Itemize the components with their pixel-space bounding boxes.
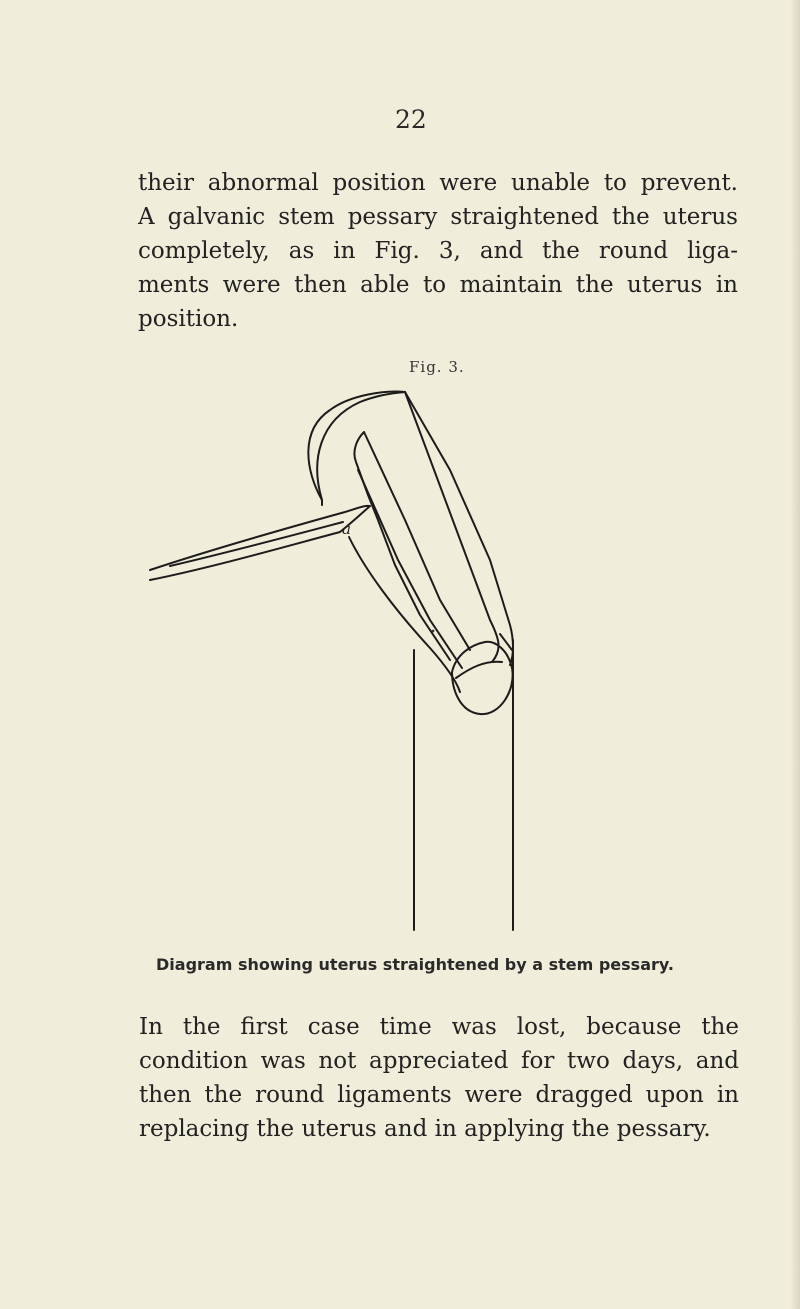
uterine-cavity-outline (354, 432, 470, 660)
text-line: completely, as in Fig. 3, and the round liga- (138, 238, 738, 264)
text-line: ments were then able to maintain the uterus in (138, 272, 738, 298)
text-line: then the round ligaments were dragged upon in (139, 1082, 739, 1108)
cervix-inner-curve (456, 662, 502, 678)
cervix-oval (452, 642, 513, 714)
text-line: replacing the uterus and in applying the pessary. (139, 1116, 711, 1142)
diagram-dot (432, 630, 435, 633)
text-line: A galvanic stem pessary straightened the uterus (138, 204, 738, 230)
figure-caption: Diagram showing uterus straightened by a stem pessary. (156, 955, 674, 974)
uterus-fundus-curve (317, 392, 405, 500)
page-number: 22 (395, 105, 427, 134)
round-ligament-inner-line (170, 522, 343, 566)
text-line: In the first case time was lost, because the (139, 1014, 739, 1040)
figure-label: Fig. 3. (409, 358, 465, 376)
page-edge-shadow (790, 0, 800, 1309)
text-line: condition was not appreciated for two days, and (139, 1048, 739, 1074)
pessary-inner-line (358, 470, 462, 668)
point-label-a: a (342, 520, 351, 538)
text-line: their abnormal position were unable to prevent. (138, 170, 738, 196)
paragraph-bottom (139, 1010, 739, 1146)
text-line: position. (138, 306, 239, 332)
